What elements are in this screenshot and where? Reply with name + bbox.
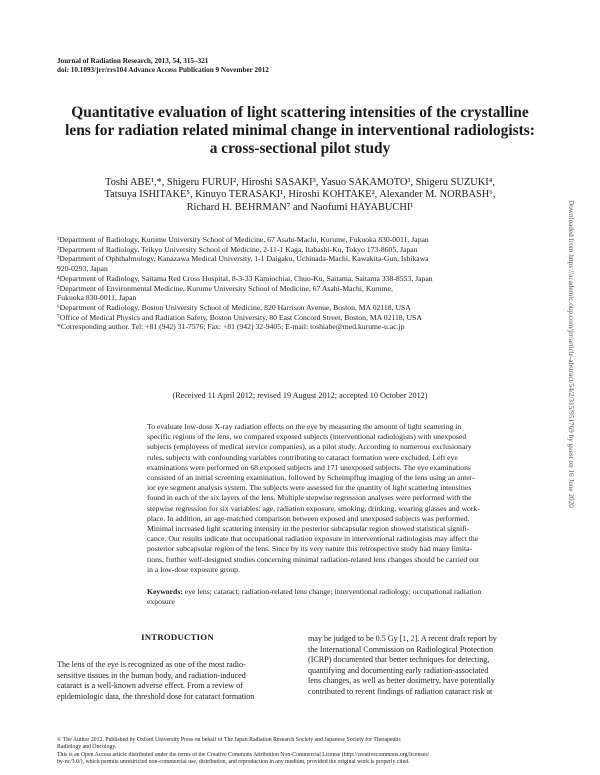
- body-line: The lens of the eye is recognized as one of the most radio-: [57, 660, 246, 669]
- download-watermark-text: Downloaded from https://academic.oup.com/jrr/article-abstract/54/2/315/951769 by guest on 16 June 2020: [567, 200, 575, 508]
- footer-line: © The Author 2012. Published by Oxford University Press on behalf of The Japan Radiation Research Society and Japanese Society for Therapeutic: [57, 737, 402, 743]
- body-line: may be judged to be 0.5 Gy [1, 2]. A recent draft report by: [308, 634, 497, 643]
- keywords-text: eye lens; cataract; radiation-related lens change; interventional radiology; occupational radiation: [182, 587, 482, 596]
- title-line: a cross-sectional pilot study: [209, 140, 391, 157]
- abstract-line: posterior subcapsular region of the lens. Since by its very nature this retrospective study had many limita-: [147, 544, 473, 554]
- doi-line: doi: 10.1093/jrr/rrs104 Advance Access Publication 9 November 2012: [57, 66, 269, 74]
- abstract-line: stepwise regression for six variables: age, radiation exposure, smoking, drinking, wearing glasses and work-: [147, 503, 480, 513]
- abstract-line: rules, subjects with confounding variables contributing to cataract formation were excluded. Left eye: [147, 452, 458, 462]
- abstract-line: found in each of the six layers of the lens. Multiple stepwise regression analyses were performed with the: [147, 493, 472, 503]
- affiliation-line: Fukuoka 830-0011, Japan: [57, 293, 137, 303]
- affiliation-line: ³Department of Ophthalmology, Kanazawa Medical University, 1-1 Daigaku, Uchinada-Machi, Kawakita-Gun, Ishikawa: [57, 254, 429, 264]
- author-list: [60, 177, 540, 214]
- body-line: the International Commission on Radiological Protection: [308, 644, 494, 654]
- abstract-line: place. In addition, an age-matched comparison between exposed and unexposed subjects was performed.: [147, 513, 470, 523]
- footer-line: This is an Open Access article distributed under the terms of the Creative Commons Attribution Non-Commercial License (http://creativecommons.org/licenses/: [57, 751, 430, 758]
- keywords-text-cont: exposure: [147, 597, 175, 607]
- footer-line: by-nc/3.0/), which permits unrestricted non-commercial use, distribution, and reproduction in any medium, provided the original work is properly cited.: [57, 759, 410, 766]
- affiliation-line: 920-0293, Japan: [57, 264, 108, 274]
- title-line: lens for radiation related minimal change in interventional radiologists:: [65, 122, 535, 139]
- article-title: [60, 104, 540, 158]
- abstract-line: To evaluate low-dose X-ray radiation effects on the eye by measuring the amount of light scattering in: [147, 422, 462, 431]
- affiliation-line: ⁶Department of Radiology, Boston University School of Medicine, 820 Harrison Avenue, Boston, MA 02118, USA: [57, 302, 411, 312]
- intro-right-column: [308, 634, 546, 698]
- affiliation-line: ¹Department of Radiology, Kurume University School of Medicine, 67 Asahi-Machi, Kurume, Fukuoka 830-0011, Japan: [57, 235, 429, 244]
- affiliations: [57, 235, 547, 332]
- journal-citation: Journal of Radiation Research, 2013, 54, 315–321: [57, 57, 209, 65]
- body-line: (ICRP) documented that better techniques for detecting,: [308, 655, 490, 665]
- abstract: [147, 422, 539, 575]
- footer-line: Radiology and Oncology.: [57, 744, 117, 751]
- author-line: Toshi ABE¹,*, Shigeru FURUI², Hiroshi SASAKI³, Yasuo SAKAMOTO³, Shigeru SUZUKI⁴,: [105, 177, 495, 188]
- received-dates: (Received 11 April 2012; revised 19 August 2012; accepted 10 October 2012): [172, 391, 428, 400]
- corresponding-author: *Corresponding author. Tel: +81 (942) 31-7576; Fax: +81 (942) 32-9405; E-mail: toshiabe@med.kurume-u.ac.jp: [57, 322, 405, 332]
- reference-link-1[interactable]: 1: [402, 634, 407, 643]
- intro-left-column: [57, 660, 298, 702]
- affiliation-line: ⁴Department of Radiology, Saitama Red Cross Hospital, 8-3-33 Kamiochiai, Chuo-Ku, Saitama, Saitama 338-8553, Japan: [57, 273, 433, 283]
- keywords: [147, 587, 539, 607]
- author-line: Tatsuya ISHITAKE⁵, Kinuyo TERASAKI¹, Hiroshi KOHTAKE², Alexander M. NORBASH⁶,: [104, 189, 496, 201]
- body-line: quantifying and documenting early radiation-associated: [308, 665, 489, 675]
- journal-header: [57, 57, 269, 75]
- title-line: Quantitative evaluation of light scattering intensities of the crystalline: [71, 104, 529, 121]
- keywords-label: Keywords:: [147, 587, 183, 596]
- reference-link-2[interactable]: 2: [410, 634, 415, 643]
- copyright-footer: [57, 737, 547, 767]
- abstract-line: in a low-dose exposure group.: [147, 564, 240, 574]
- abstract-line: subjects (employees of medical service companies), as a pilot study. According to numerous exclusionary: [147, 442, 472, 452]
- download-watermark: [567, 200, 581, 600]
- body-line: sensitive tissues in the human body, and radiation-induced: [57, 670, 246, 680]
- abstract-line: cance. Our results indicate that occupational radiation exposure in interventional radiologists may affect the: [147, 534, 479, 544]
- author-line: Richard H. BEHRMAN⁷ and Naofumi HAYABUCHI¹: [186, 201, 414, 213]
- abstract-line: examinations were performed on 68 exposed subjects and 171 unexposed subjects. The eye examinations: [147, 462, 471, 472]
- abstract-line: tions, further well-designed studies concerning minimal radiation-related lens changes should be carried out: [147, 554, 479, 564]
- abstract-line: Minimal increased light scattering intensity in the posterior subcapsular region showed statistical signifi-: [147, 524, 470, 534]
- abstract-line: consisted of an initial screening examination, followed by Scheimpflug imaging of the lens using an anter-: [147, 473, 475, 483]
- body-line: cataract is a well-known adverse effect. From a review of: [57, 681, 243, 691]
- affiliation-line: ⁵Department of Environmental Medicine, Kurume University School of Medicine, 67 Asahi-Machi, Kurume,: [57, 283, 393, 293]
- abstract-line: specific regions of the lens, we compared exposed subjects (interventional radiologists) with unexposed: [147, 432, 467, 442]
- affiliation-line: ⁷Office of Medical Physics and Radiation Safety, Boston University, 80 East Concord Street, Boston, MA 02118, USA: [57, 312, 422, 322]
- body-line: lens changes, as well as better dosimetry, have potentially: [308, 676, 495, 686]
- abstract-line: ior eye segment analysis system. The subjects were assessed for the quantity of light scattering intensities: [147, 483, 472, 493]
- body-line: epidemiologic data, the threshold dose for cataract formation: [57, 691, 255, 701]
- section-heading-introduction: INTRODUCTION: [141, 632, 214, 642]
- body-line: contributed to recent findings of radiation cataract risk at: [308, 686, 493, 696]
- affiliation-line: ²Department of Radiology, Teikyo University School of Medicine, 2-11-1 Kaga, Itabashi-Ku, Tokyo 173-8605, Japan: [57, 244, 418, 254]
